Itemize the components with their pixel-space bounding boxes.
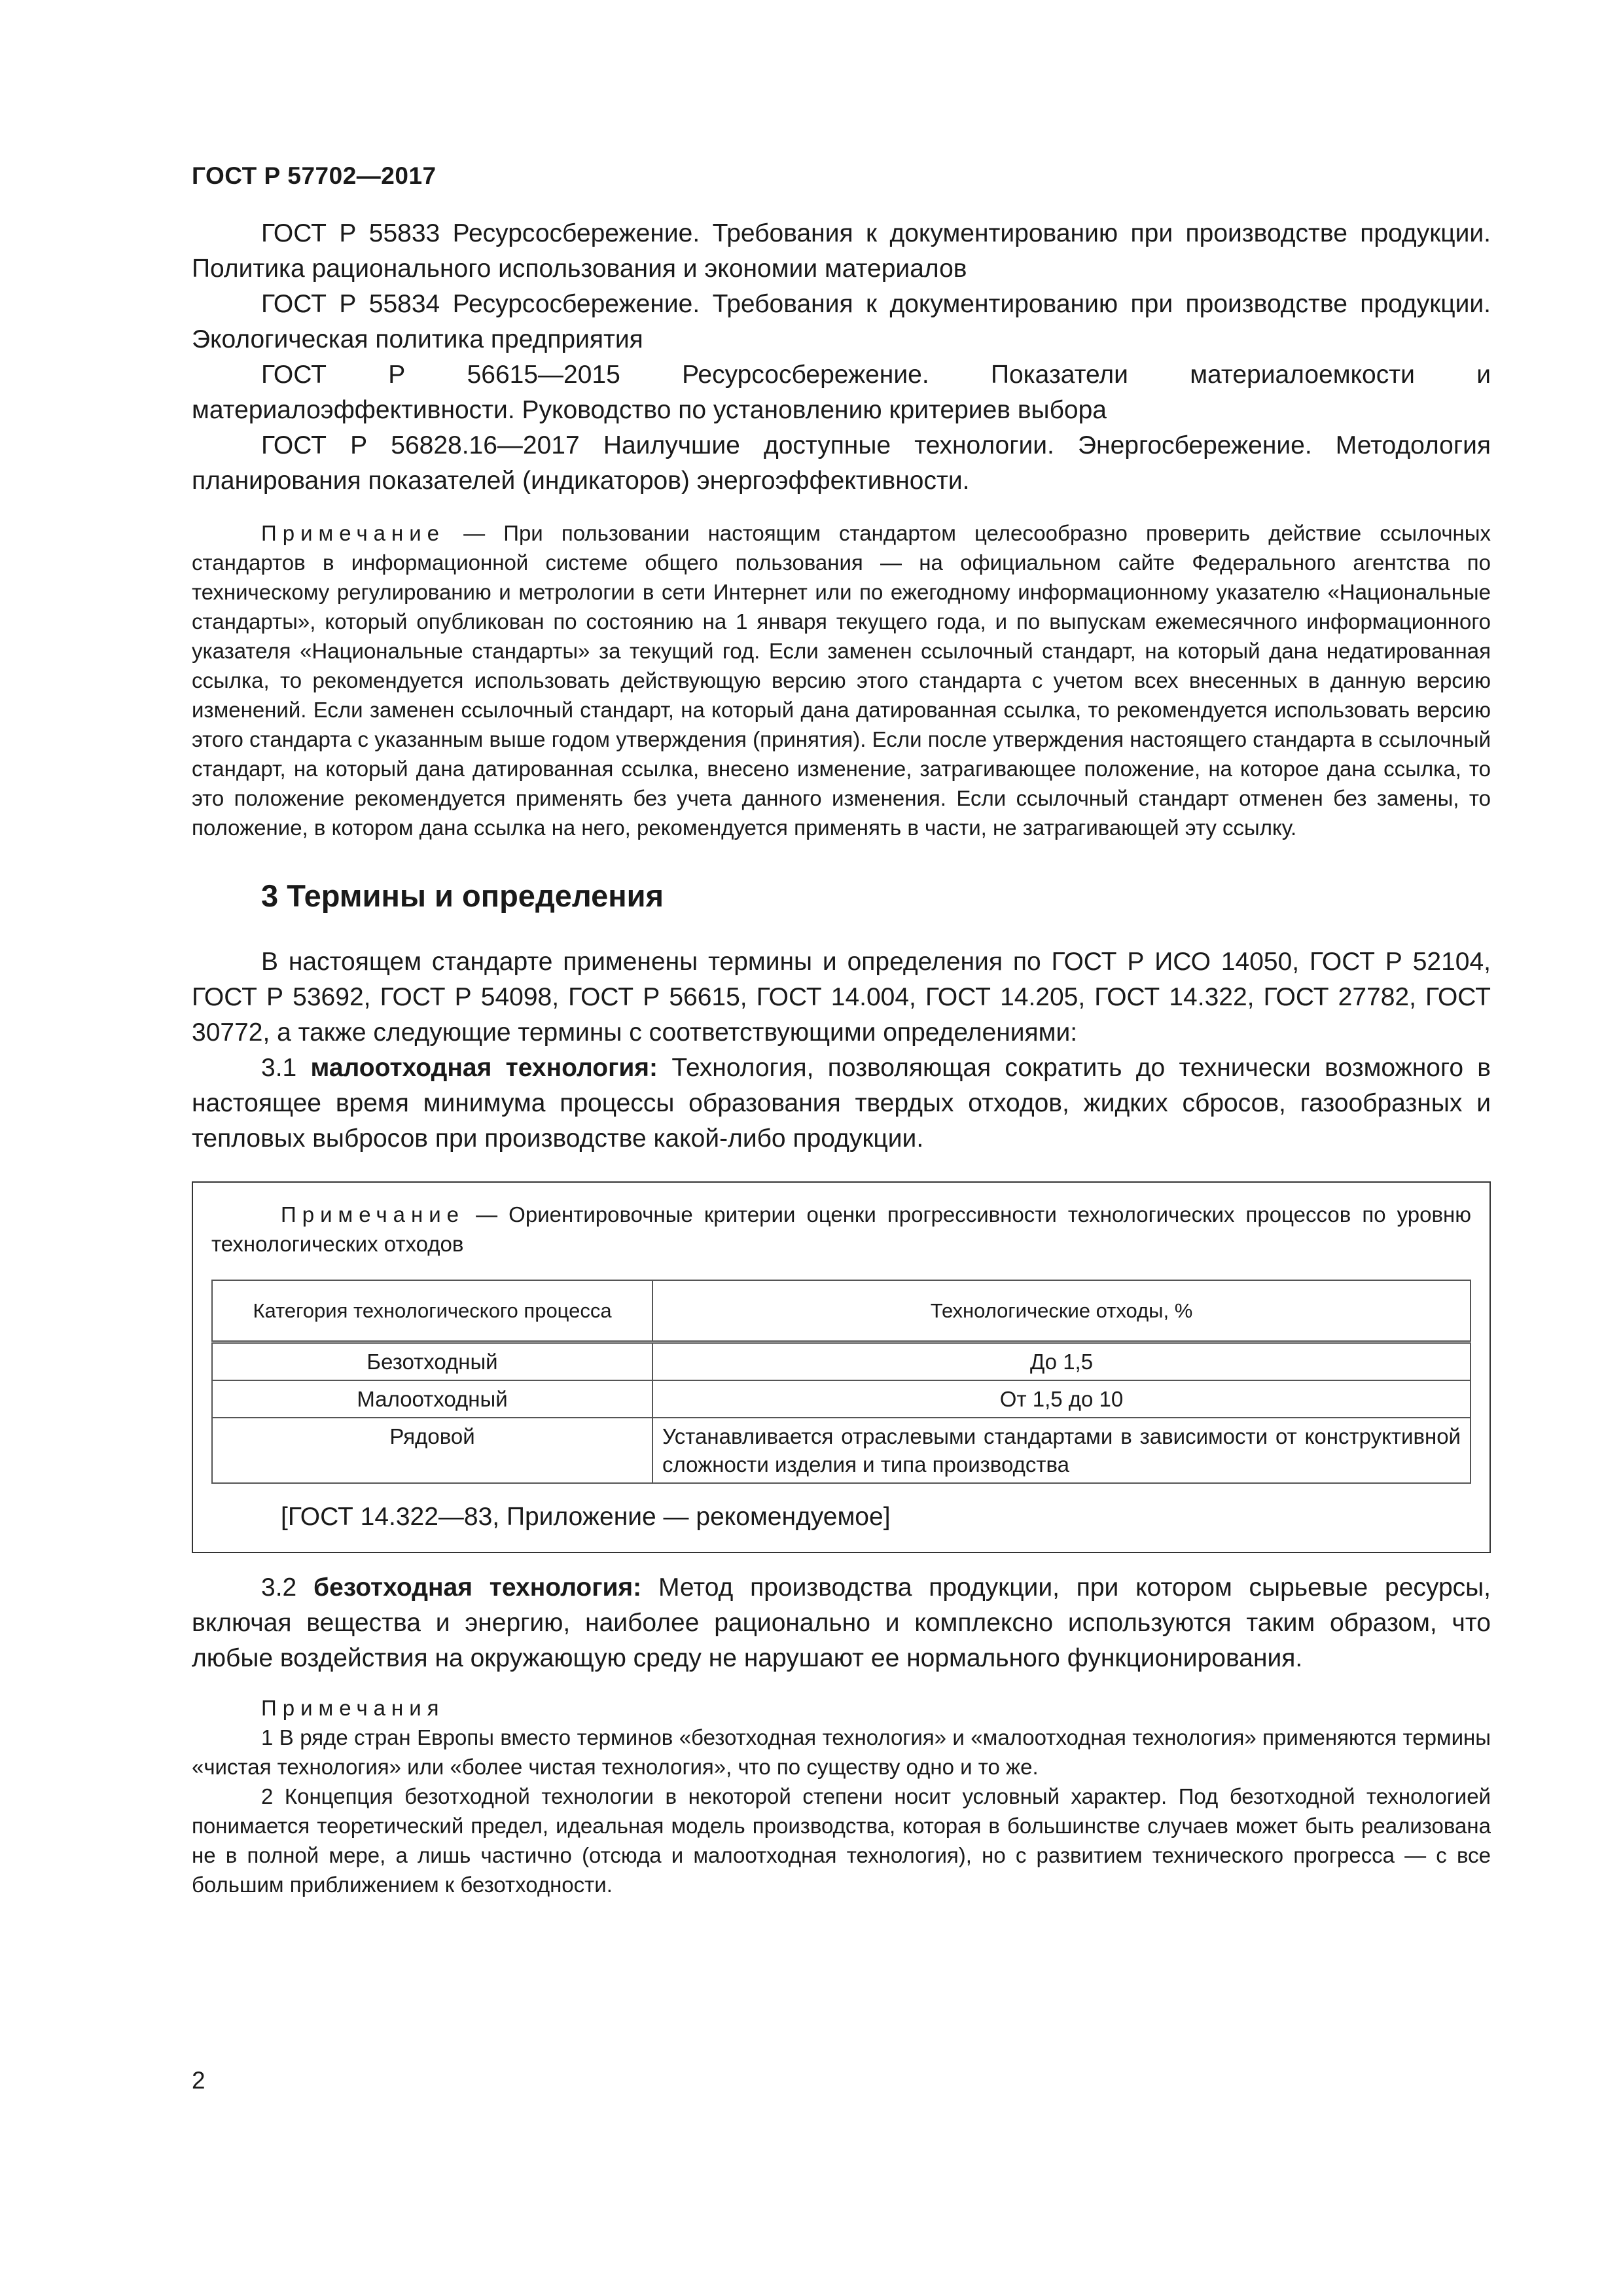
term-definition (192, 1570, 1491, 1676)
references-note (192, 518, 1491, 842)
table-header-row (212, 1280, 1471, 1342)
note-box (192, 1181, 1491, 1553)
notes-label: Примечания (261, 1696, 445, 1720)
criteria-table (211, 1280, 1471, 1484)
term-name: малоотходная технология: (310, 1054, 658, 1082)
page-content (192, 216, 1491, 1899)
source-reference: [ГОСТ 14.322—83, Приложение — рекомендуемое] (281, 1503, 891, 1531)
page-number: 2 (192, 2067, 205, 2094)
table-header-waste: Технологические отходы, % (652, 1280, 1471, 1342)
notes-heading (192, 1693, 1491, 1723)
table-row (212, 1380, 1471, 1418)
note-text: — Ориентировочные критерии оценки прогрессивности технологических процессов по уровню технологических отходов (211, 1202, 1471, 1256)
reference-item: ГОСТ Р 55833 Ресурсосбережение. Требования к документированию при производстве продукции. Политика рационального использования и экономии материалов (192, 219, 1491, 283)
reference-item: ГОСТ Р 56615—2015 Ресурсосбережение. Показатели материалоемкости и материалоэффективности. Руководство по установлению критериев выбора (192, 361, 1491, 424)
term-text: Метод производства продукции, при котором сырьевые ресурсы, включая вещества и энергию, наиболее рационально и комплексно используются таким образом, что любые воздействия на окружающую среду не нарушают ее нормального функционирования. (192, 1573, 1491, 1672)
box-note (211, 1200, 1471, 1259)
term-name: безотходная технология: (313, 1573, 642, 1602)
table-cell: От 1,5 до 10 (652, 1380, 1471, 1418)
table-row (212, 1418, 1471, 1483)
term-text: Технология, позволяющая сократить до технически возможного в настоящее время минимума процессы образования твердых отходов, жидких сбросов, газообразных и тепловых выбросов при производстве какой-либо продукции. (192, 1054, 1491, 1153)
note-item: 2 Концепция безотходной технологии в некоторой степени носит условный характер. Под безотходной технологией понимается теоретический предел, идеальная модель производства, которая в большинстве случаев может быть реализована не в полной мере, а лишь частично (отсюда и малоотходная технология), но с развитием технического прогресса — с все большим приближением к безотходности. (192, 1784, 1491, 1897)
table-cell: Устанавливается отраслевыми стандартами в зависимости от конструктивной сложности изделия и типа производства (652, 1418, 1471, 1483)
table-cell: Малоотходный (212, 1380, 652, 1418)
table-row (212, 1342, 1471, 1381)
table-header-category: Категория технологического процесса (212, 1280, 652, 1342)
term-number: 3.1 (261, 1054, 311, 1082)
table-cell: Рядовой (212, 1418, 652, 1483)
reference-item: ГОСТ Р 56828.16—2017 Наилучшие доступные технологии. Энергосбережение. Методология планирования показателей (индикаторов) энергоэффективности. (192, 431, 1491, 495)
term-definition (192, 1050, 1491, 1157)
table-cell: Безотходный (212, 1342, 652, 1381)
note-label: Примечание (281, 1202, 465, 1227)
note-text: — При пользовании настоящим стандартом целесообразно проверить действие ссылочных стандартов в информационной системе общего пользования — на официальном сайте Федерального агентства по техническому регулированию и метрологии в сети Интернет или по ежегодному информационному указателю «Национальные стандарты», который опубликован по состоянию на 1 января текущего года, и по выпускам ежемесячного информационного указателя «Национальные стандарты» за текущий год. Если заменен ссылочный стандарт, на который дана недатированная ссылка, то рекомендуется использовать действующую версию этого стандарта с учетом всех внесенных в данную версию изменений. Если заменен ссылочный стандарт, на который дана датированная ссылка, то рекомендуется использовать версию этого стандарта с указанным выше годом утверждения (принятия). Если после утверждения настоящего стандарта в ссылочный стандарт, на который дана датированная ссылка, внесено изменение, затрагивающее положение, на которое дана ссылка, то это положение рекомендуется применять без учета данного изменения. Если ссылочный стандарт отменен без замены, то положение, в котором дана ссылка на него, рекомендуется применять в части, не затрагивающей эту ссылку. (192, 521, 1491, 840)
document-header: ГОСТ Р 57702—2017 (192, 162, 437, 189)
note-label: Примечание (261, 521, 446, 545)
section-title: 3 Термины и определения (261, 878, 664, 913)
section-intro: В настоящем стандарте применены термины и определения по ГОСТ Р ИСО 14050, ГОСТ Р 52104, ГОСТ Р 53692, ГОСТ Р 54098, ГОСТ Р 56615, ГОСТ 14.004, ГОСТ 14.205, ГОСТ 14.322, ГОСТ 27782, ГОСТ 30772, а также следующие термины с соответствующими определениями: (192, 948, 1491, 1047)
reference-item: ГОСТ Р 55834 Ресурсосбережение. Требования к документированию при производстве продукции. Экологическая политика предприятия (192, 290, 1491, 353)
table-cell: До 1,5 (652, 1342, 1471, 1381)
term-number: 3.2 (261, 1573, 314, 1602)
note-item: 1 В ряде стран Европы вместо терминов «безотходная технология» и «малоотходная технология» применяются термины «чистая технология» или «более чистая технология», что по существу одно и то же. (192, 1725, 1491, 1779)
